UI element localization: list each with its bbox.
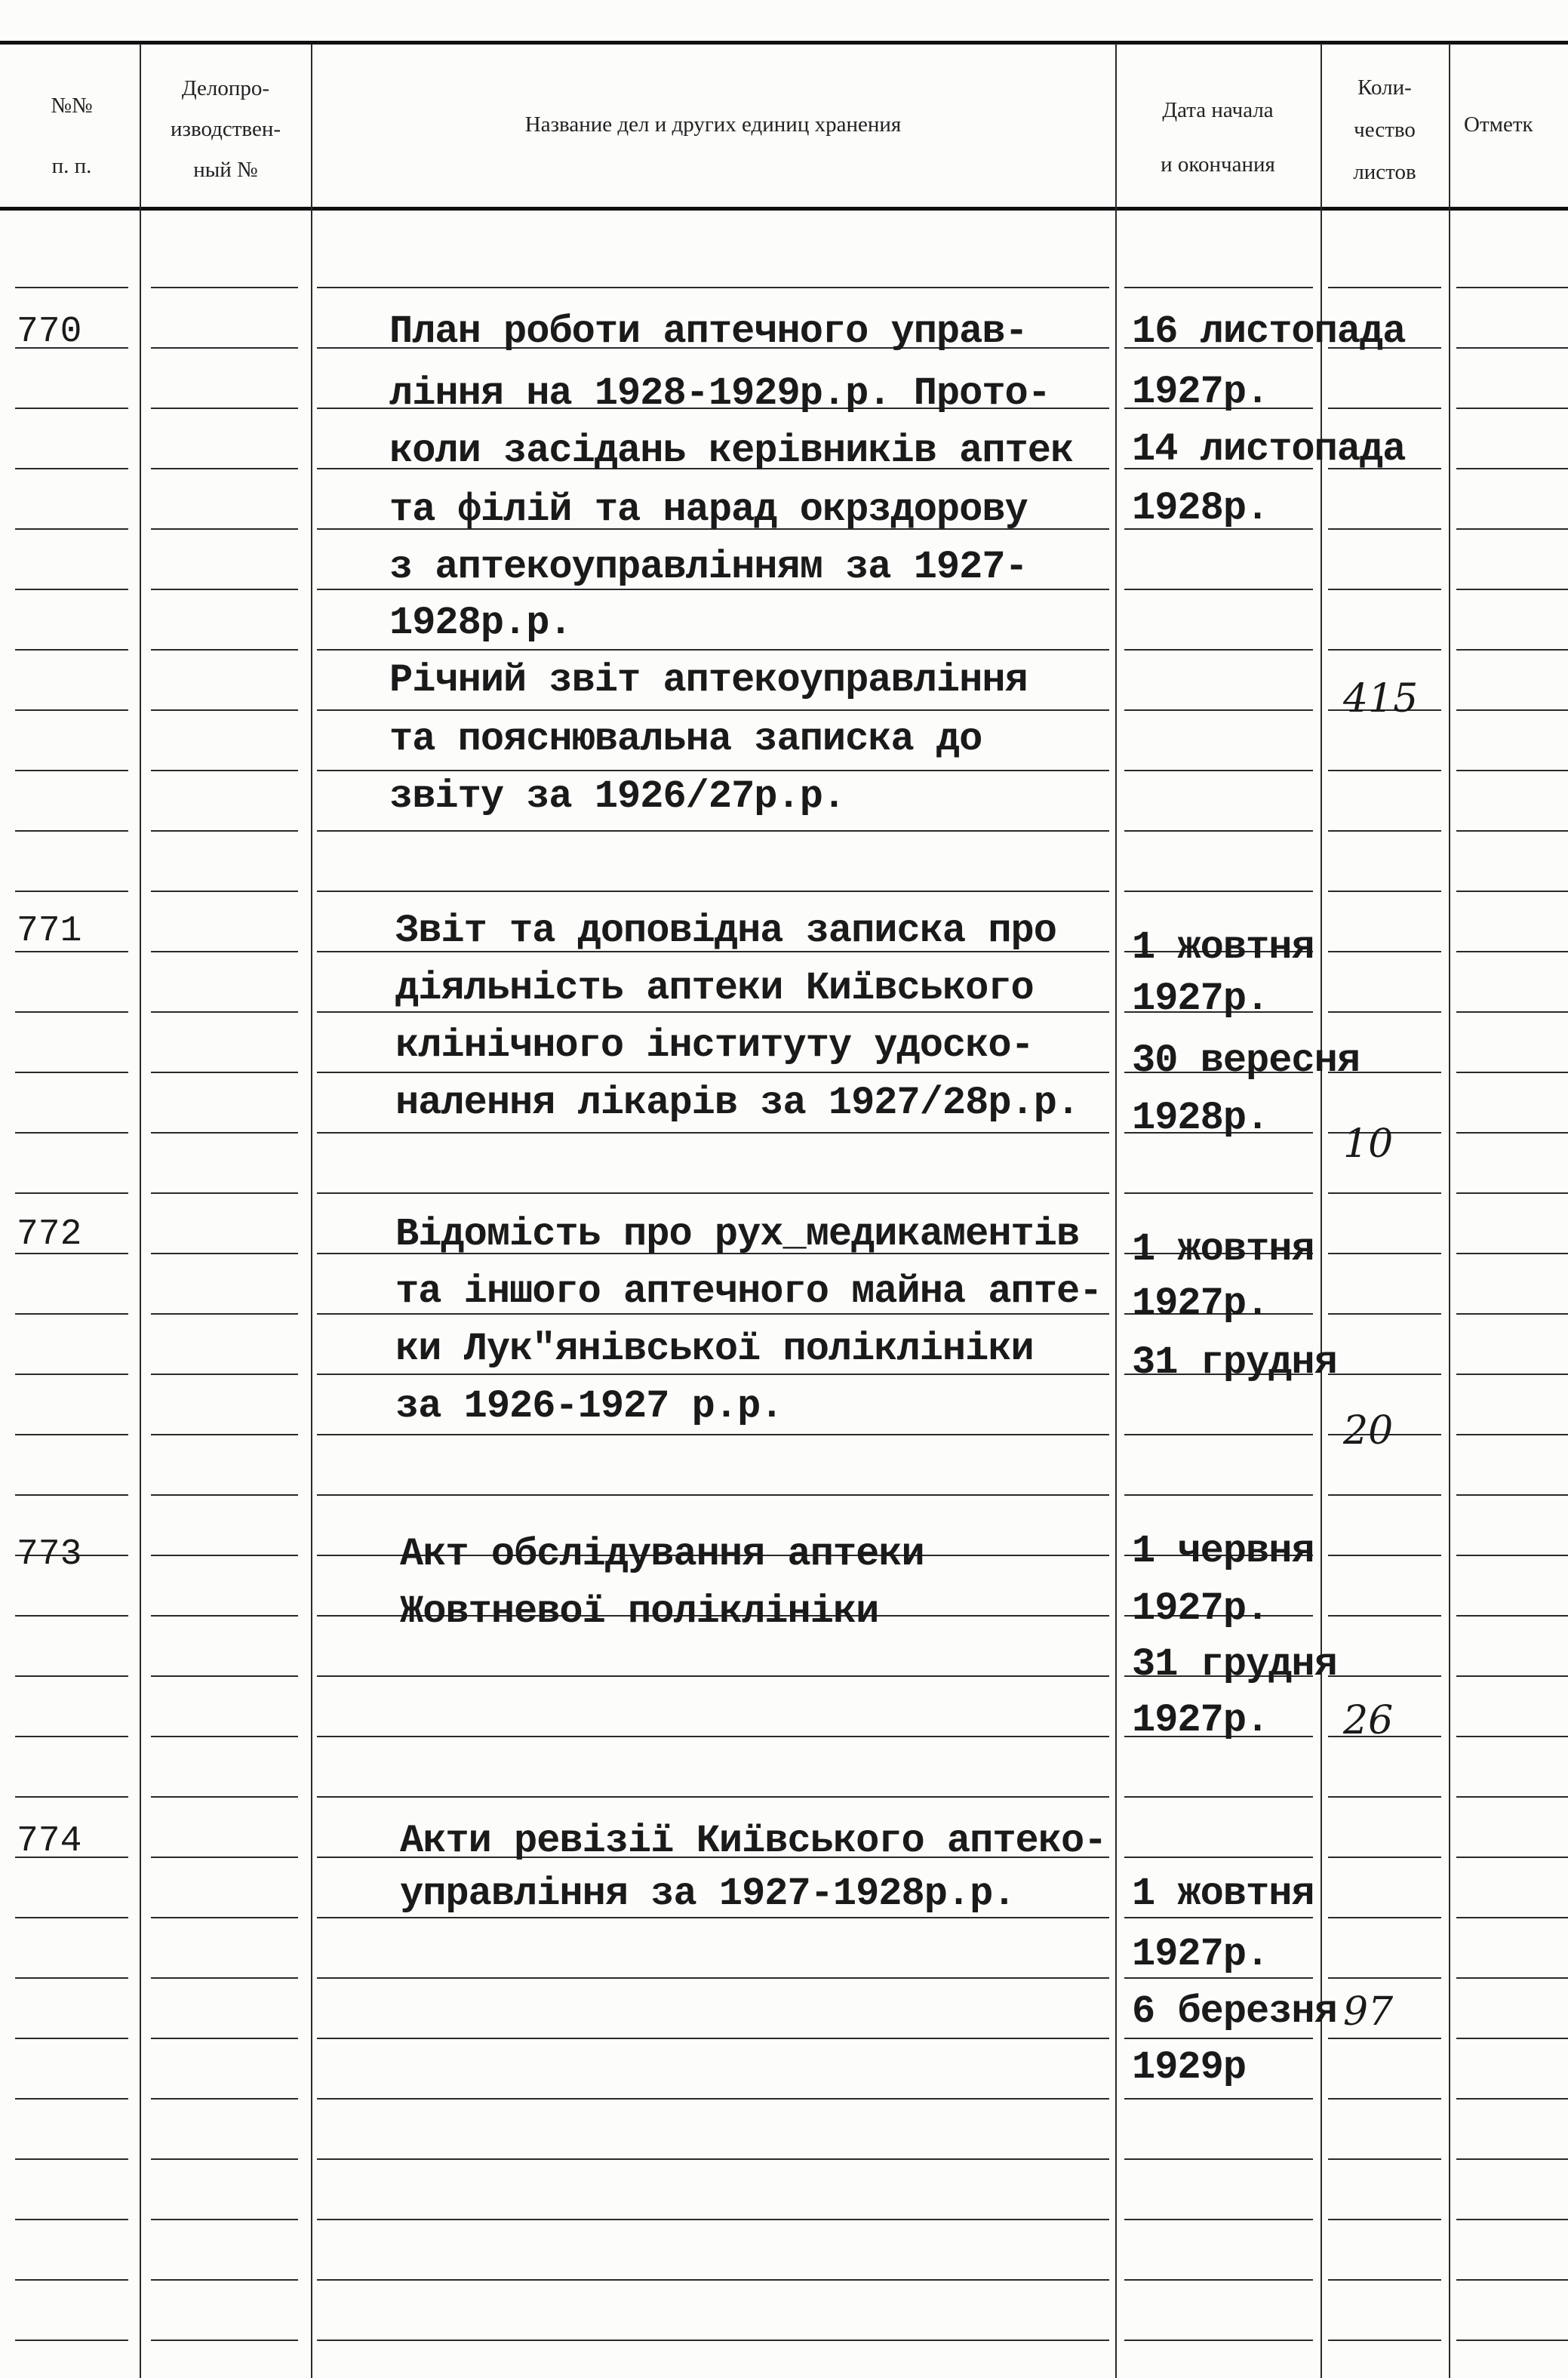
header-text: Отметк	[1464, 112, 1533, 137]
ruled-line	[151, 1615, 298, 1617]
ruled-line	[151, 2158, 298, 2160]
entry-title-line: Звіт та доповідна записка про	[395, 909, 1056, 953]
sheet-count: 415	[1343, 676, 1419, 721]
ruled-line	[1124, 1917, 1313, 1918]
ruled-line	[151, 1313, 298, 1315]
entry-date-line: 1928р.	[1132, 1096, 1269, 1140]
entry-date-line: 31 грудня	[1132, 1642, 1337, 1687]
ruled-line	[151, 1917, 298, 1918]
ruled-line	[151, 1011, 298, 1013]
ruled-line	[15, 2340, 128, 2341]
ruled-line	[1456, 1374, 1568, 1375]
header-text: и окончания	[1161, 152, 1275, 177]
ruled-line	[151, 2098, 298, 2100]
ruled-line	[1456, 468, 1568, 469]
ruled-line	[1124, 891, 1313, 892]
header-text: изводствен-	[170, 117, 281, 141]
header-text: чество	[1354, 118, 1416, 142]
sheet-count: 20	[1343, 1408, 1394, 1454]
entry-date-line: 1929р	[1132, 2045, 1247, 2090]
ruled-line	[151, 1192, 298, 1194]
header-bottom-rule	[0, 207, 1568, 211]
ruled-line	[317, 1011, 1109, 1013]
ruled-line	[317, 891, 1109, 892]
ruled-line	[15, 468, 128, 469]
entry-title-line: Річний звіт аптекоуправління	[389, 658, 1028, 703]
ruled-line	[317, 2038, 1109, 2039]
ruled-line	[1124, 2158, 1313, 2160]
ruled-line	[15, 1192, 128, 1194]
entry-title-line: Акт обслідування аптеки	[400, 1532, 924, 1577]
ruled-line	[151, 347, 298, 349]
entry-date-line: 1 жовтня	[1132, 1872, 1314, 1916]
entry-date-line: 1927р.	[1132, 977, 1269, 1021]
ruled-line	[1328, 1675, 1441, 1677]
ruled-line	[1328, 1374, 1441, 1375]
ruled-line	[1456, 1615, 1568, 1617]
ruled-line	[151, 2279, 298, 2281]
ruled-line	[1124, 2340, 1313, 2341]
ruled-line	[151, 1857, 298, 1858]
ruled-line	[1456, 2340, 1568, 2341]
ruled-line	[1456, 1494, 1568, 1496]
ruled-line	[317, 770, 1109, 771]
ruled-line	[1456, 2038, 1568, 2039]
ruled-line	[1124, 770, 1313, 771]
ruled-line	[151, 1736, 298, 1737]
entry-date-line: 1927р.	[1132, 370, 1269, 414]
ruled-line	[15, 528, 128, 530]
ruled-line	[1124, 2279, 1313, 2281]
ruled-line	[15, 891, 128, 892]
column-divider	[1449, 44, 1450, 2378]
ruled-line	[15, 1736, 128, 1737]
ruled-line	[15, 1132, 128, 1134]
ruled-line	[317, 1374, 1109, 1375]
ruled-line	[317, 709, 1109, 711]
ruled-line	[317, 287, 1109, 288]
ruled-line	[1328, 1917, 1441, 1918]
entry-date-line: 1927р.	[1132, 1586, 1269, 1631]
ruled-line	[1456, 1072, 1568, 1073]
ruled-line	[1124, 1434, 1313, 1435]
ruled-line	[1456, 1313, 1568, 1315]
ruled-line	[317, 1796, 1109, 1798]
header-text: п. п.	[51, 154, 92, 178]
header-text: ный №	[193, 158, 258, 182]
ruled-line	[1328, 528, 1441, 530]
header-top-rule	[0, 41, 1568, 45]
ruled-line	[151, 830, 298, 832]
header-col-dates	[1117, 83, 1319, 192]
ruled-line	[151, 2340, 298, 2341]
entry-number: 770	[17, 312, 82, 352]
column-divider	[311, 44, 312, 2378]
ruled-line	[151, 1374, 298, 1375]
ruled-line	[1456, 1977, 1568, 1979]
entry-title-line: План роботи аптечного управ-	[389, 309, 1028, 354]
ruled-line	[1124, 2038, 1313, 2039]
ruled-line	[1456, 1132, 1568, 1134]
entry-title-line: звіту за 1926/27р.р.	[389, 774, 846, 819]
ruled-line	[15, 1434, 128, 1435]
ruled-line	[151, 1977, 298, 1979]
ruled-line	[1328, 1313, 1441, 1315]
ruled-line	[1328, 1977, 1441, 1979]
ruled-line	[1456, 951, 1568, 952]
ruled-line	[1124, 1192, 1313, 1194]
ruled-line	[15, 830, 128, 832]
ruled-line	[1328, 2098, 1441, 2100]
ruled-line	[1456, 770, 1568, 771]
ruled-line	[1328, 2158, 1441, 2160]
ruled-line	[15, 1011, 128, 1013]
ruled-line	[15, 1615, 128, 1617]
ruled-line	[151, 468, 298, 469]
ruled-line	[317, 1917, 1109, 1918]
ruled-line	[1328, 1615, 1441, 1617]
entry-date-line: 30 вересня	[1132, 1038, 1360, 1083]
ruled-line	[317, 1494, 1109, 1496]
ruled-line	[317, 2098, 1109, 2100]
ruled-line	[1456, 830, 1568, 832]
entry-date-line: 1927р.	[1132, 1932, 1269, 1977]
ruled-line	[151, 770, 298, 771]
ruled-line	[1456, 1434, 1568, 1435]
sheet-count: 97	[1343, 1989, 1394, 2035]
ruled-line	[1328, 408, 1441, 409]
ruled-line	[317, 1977, 1109, 1979]
header-text: листов	[1353, 160, 1416, 184]
ruled-line	[1456, 408, 1568, 409]
ruled-line	[1328, 2340, 1441, 2341]
ruled-line	[15, 1313, 128, 1315]
ruled-line	[317, 2158, 1109, 2160]
ruled-line	[1328, 2219, 1441, 2220]
entry-title-line: з аптекоуправлінням за 1927-	[389, 545, 1028, 589]
ruled-line	[1456, 2158, 1568, 2160]
ruled-line	[1328, 1192, 1441, 1194]
ruled-line	[1456, 287, 1568, 288]
ruled-line	[151, 709, 298, 711]
ruled-line	[151, 408, 298, 409]
header-col-title	[312, 109, 1114, 140]
ruled-line	[15, 1374, 128, 1375]
entry-number: 772	[17, 1214, 82, 1255]
header-text: Коли-	[1357, 75, 1412, 100]
entry-title-line: коли засідань керівників аптек	[389, 429, 1074, 473]
ruled-line	[151, 1132, 298, 1134]
ruled-line	[1328, 951, 1441, 952]
entry-title-line: ки Лук"янівської поліклініки	[395, 1327, 1034, 1371]
ruled-line	[15, 1796, 128, 1798]
column-divider	[140, 44, 141, 2378]
ruled-line	[151, 1555, 298, 1556]
ruled-line	[1456, 891, 1568, 892]
ruled-line	[1456, 589, 1568, 590]
entry-title-line: налення лікарів за 1927/28р.р.	[395, 1081, 1080, 1125]
ruled-line	[1328, 1796, 1441, 1798]
entry-date-line: 31 грудня	[1132, 1340, 1337, 1385]
header-col-office-number	[142, 68, 309, 190]
ruled-line	[1328, 2038, 1441, 2039]
ruled-line	[1124, 1857, 1313, 1858]
sheet-count: 10	[1343, 1121, 1394, 1167]
entry-title-line: та іншого аптечного майна апте-	[395, 1269, 1102, 1314]
entry-title-line: Жовтневої поліклініки	[400, 1589, 879, 1634]
ruled-line	[151, 287, 298, 288]
ruled-line	[15, 1494, 128, 1496]
ruled-line	[15, 2098, 128, 2100]
entry-number: 774	[17, 1821, 82, 1862]
ruled-line	[15, 649, 128, 651]
entry-number: 773	[17, 1534, 82, 1575]
ruled-line	[15, 1675, 128, 1677]
ruled-line	[1328, 2279, 1441, 2281]
entry-title-line: діяльність аптеки Київського	[395, 966, 1034, 1011]
entry-date-line: 14 листопада	[1132, 427, 1406, 472]
ruled-line	[15, 1917, 128, 1918]
ruled-line	[1456, 1857, 1568, 1858]
entry-date-line: 1928р.	[1132, 486, 1269, 531]
ruled-line	[1124, 649, 1313, 651]
ruled-line	[1124, 1796, 1313, 1798]
ruled-line	[15, 770, 128, 771]
ruled-line	[151, 951, 298, 952]
ruled-line	[1328, 1857, 1441, 1858]
ruled-line	[151, 891, 298, 892]
ruled-line	[1124, 1977, 1313, 1979]
ruled-line	[15, 2219, 128, 2220]
ruled-line	[1124, 589, 1313, 590]
ruled-line	[151, 2219, 298, 2220]
ruled-line	[317, 1192, 1109, 1194]
header-text: Название дел и других единиц хранения	[524, 112, 902, 137]
ruled-line	[1456, 1736, 1568, 1737]
entry-title-line: ління на 1928-1929р.р. Прото-	[389, 371, 1050, 416]
ruled-line	[317, 830, 1109, 832]
ruled-line	[1124, 709, 1313, 711]
ruled-line	[1328, 1253, 1441, 1254]
ruled-line	[1456, 1253, 1568, 1254]
ruled-line	[1456, 1796, 1568, 1798]
ruled-line	[1456, 1192, 1568, 1194]
ruled-line	[317, 2340, 1109, 2341]
ruled-line	[15, 2158, 128, 2160]
header-col-notes	[1464, 109, 1568, 140]
entry-date-line: 1 жовтня	[1132, 1227, 1314, 1272]
ruled-line	[317, 1132, 1109, 1134]
ruled-line	[1328, 287, 1441, 288]
ruled-line	[1456, 2279, 1568, 2281]
ruled-line	[151, 589, 298, 590]
sheet-count: 26	[1343, 1698, 1394, 1743]
entry-date-line: 1927р.	[1132, 1698, 1269, 1743]
ruled-line	[317, 1736, 1109, 1737]
entry-date-line: 1927р.	[1132, 1281, 1269, 1326]
ruled-line	[15, 2038, 128, 2039]
ruled-line	[151, 1796, 298, 1798]
ruled-line	[151, 1072, 298, 1073]
ruled-line	[1456, 2219, 1568, 2220]
ruled-line	[1456, 528, 1568, 530]
column-divider	[1115, 44, 1117, 2378]
ruled-line	[151, 1434, 298, 1435]
ruled-line	[151, 649, 298, 651]
ruled-line	[317, 1675, 1109, 1677]
header-text: Делопро-	[181, 76, 270, 100]
ruled-line	[15, 1977, 128, 1979]
entry-date-line: 1 червня	[1132, 1529, 1314, 1574]
ruled-line	[151, 2038, 298, 2039]
ruled-line	[317, 1434, 1109, 1435]
ruled-line	[1456, 1011, 1568, 1013]
ruled-line	[1328, 649, 1441, 651]
ruled-line	[15, 287, 128, 288]
entry-title-line: за 1926-1927 р.р.	[395, 1384, 783, 1429]
ruled-line	[1124, 2098, 1313, 2100]
ruled-line	[1124, 830, 1313, 832]
entry-title-line: Відомість про рух_медикаментів	[395, 1212, 1080, 1257]
entry-title-line: клінічного інституту удоско-	[395, 1023, 1034, 1068]
ruled-line	[151, 528, 298, 530]
entry-date-line: 1 жовтня	[1132, 925, 1314, 970]
header-text: №№	[51, 94, 93, 118]
entry-title-line: та пояснювальна записка до	[389, 717, 982, 761]
entry-title-line: 1928р.р.	[389, 601, 572, 645]
ruled-line	[317, 2279, 1109, 2281]
ruled-line	[1456, 1675, 1568, 1677]
header-text: Дата начала	[1162, 98, 1274, 122]
ruled-line	[1124, 2219, 1313, 2220]
entry-title-line: Акти ревізії Київського аптеко-	[400, 1819, 1107, 1863]
ruled-line	[1328, 1555, 1441, 1556]
ruled-line	[1328, 1011, 1441, 1013]
ruled-line	[317, 2219, 1109, 2220]
ruled-line	[15, 2279, 128, 2281]
header-col-sheets	[1322, 66, 1447, 193]
ruled-line	[1124, 287, 1313, 288]
header-col-number	[30, 75, 113, 196]
ruled-line	[1328, 1494, 1441, 1496]
ruled-line	[1124, 1494, 1313, 1496]
ruled-line	[1456, 2098, 1568, 2100]
ruled-line	[1456, 649, 1568, 651]
ruled-line	[151, 1494, 298, 1496]
ruled-line	[15, 408, 128, 409]
ruled-line	[1456, 347, 1568, 349]
ruled-line	[151, 1675, 298, 1677]
ruled-line	[317, 649, 1109, 651]
ruled-line	[1328, 770, 1441, 771]
ruled-line	[1456, 1917, 1568, 1918]
ruled-line	[1456, 1555, 1568, 1556]
entry-title-line: управління за 1927-1928р.р.	[400, 1872, 1016, 1916]
entry-title-line: та філій та нарад окрздорову	[389, 488, 1028, 532]
ruled-line	[1456, 709, 1568, 711]
ruled-line	[15, 1072, 128, 1073]
ruled-line	[1328, 830, 1441, 832]
ruled-line	[15, 589, 128, 590]
entry-date-line: 16 листопада	[1132, 309, 1406, 354]
entry-date-line: 6 березня	[1132, 1989, 1337, 2034]
ruled-line	[1328, 589, 1441, 590]
ruled-line	[15, 709, 128, 711]
ruled-line	[1328, 891, 1441, 892]
ruled-line	[317, 1072, 1109, 1073]
ruled-line	[151, 1253, 298, 1254]
entry-number: 771	[17, 911, 82, 952]
